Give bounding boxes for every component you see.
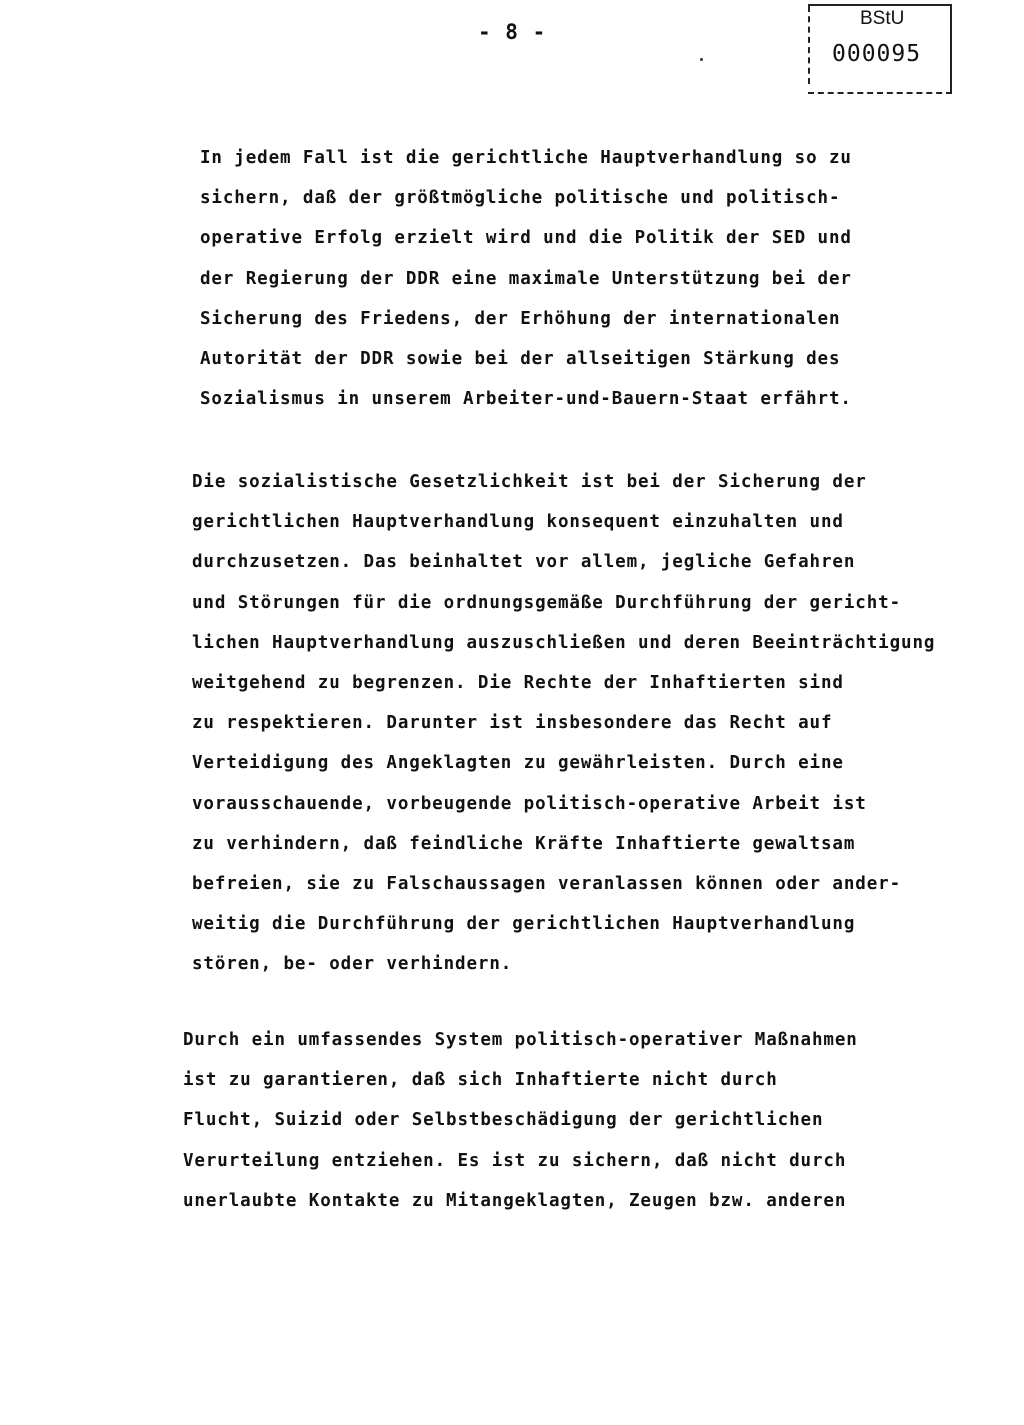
text-line: weitgehend zu begrenzen. Die Rechte der Inhaftierten sind — [192, 672, 844, 693]
text-line: sichern, daß der größtmögliche politische und politisch- — [200, 188, 841, 209]
page-number: - 8 - — [478, 20, 547, 44]
text-line: Die sozialistische Gesetzlichkeit ist bei der Sicherung der — [192, 472, 867, 492]
text-line: zu respektieren. Darunter ist insbesondere das Recht auf — [192, 713, 833, 734]
paragraph-3 — [183, 1020, 858, 1221]
text-line: Durch ein umfassendes System politisch-operativer Maßnahmen — [183, 1030, 858, 1050]
text-line: unerlaubte Kontakte zu Mitangeklagten, Zeugen bzw. anderen — [183, 1190, 847, 1211]
text-line: In jedem Fall ist die gerichtliche Hauptverhandlung so zu — [200, 148, 852, 168]
text-line: befreien, sie zu Falschaussagen veranlassen können oder ander- — [192, 873, 902, 894]
text-line: stören, be- oder verhindern. — [192, 954, 513, 975]
text-line: operative Erfolg erzielt wird und die Politik der SED und — [200, 228, 852, 249]
text-line: vorausschauende, vorbeugende politisch-operative Arbeit ist — [192, 793, 867, 814]
text-line: ist zu garantieren, daß sich Inhaftierte nicht durch — [183, 1070, 778, 1091]
stamp-agency: BStU — [860, 8, 905, 29]
text-line: durchzusetzen. Das beinhaltet vor allem, jegliche Gefahren — [192, 552, 856, 573]
paragraph-2 — [192, 462, 935, 984]
text-line: Sicherung des Friedens, der Erhöhung der internationalen — [200, 308, 841, 329]
text-line: weitig die Durchführung der gerichtlichen Hauptverhandlung — [192, 914, 856, 935]
text-line: der Regierung der DDR eine maximale Unterstützung bei der — [200, 268, 852, 289]
text-line: Autorität der DDR sowie bei der allseitigen Stärkung des — [200, 348, 841, 369]
text-line: Flucht, Suizid oder Selbstbeschädigung der gerichtlichen — [183, 1110, 824, 1131]
text-line: gerichtlichen Hauptverhandlung konsequent einzuhalten und — [192, 512, 844, 533]
text-line: zu verhindern, daß feindliche Kräfte Inhaftierte gewaltsam — [192, 833, 856, 854]
text-line: Sozialismus in unserem Arbeiter-und-Bauern-Staat erfährt. — [200, 389, 852, 410]
text-line: lichen Hauptverhandlung auszuschließen und deren Beeinträchtigung — [192, 632, 936, 653]
paragraph-1 — [200, 138, 852, 419]
text-line: Verteidigung des Angeklagten zu gewährleisten. Durch eine — [192, 753, 844, 774]
text-line: Verurteilung entziehen. Es ist zu sichern, daß nicht durch — [183, 1150, 847, 1171]
archive-stamp — [808, 4, 952, 94]
scan-dot — [700, 58, 703, 61]
stamp-number: 000095 — [832, 41, 922, 67]
text-line: und Störungen für die ordnungsgemäße Durchführung der gericht- — [192, 592, 902, 613]
